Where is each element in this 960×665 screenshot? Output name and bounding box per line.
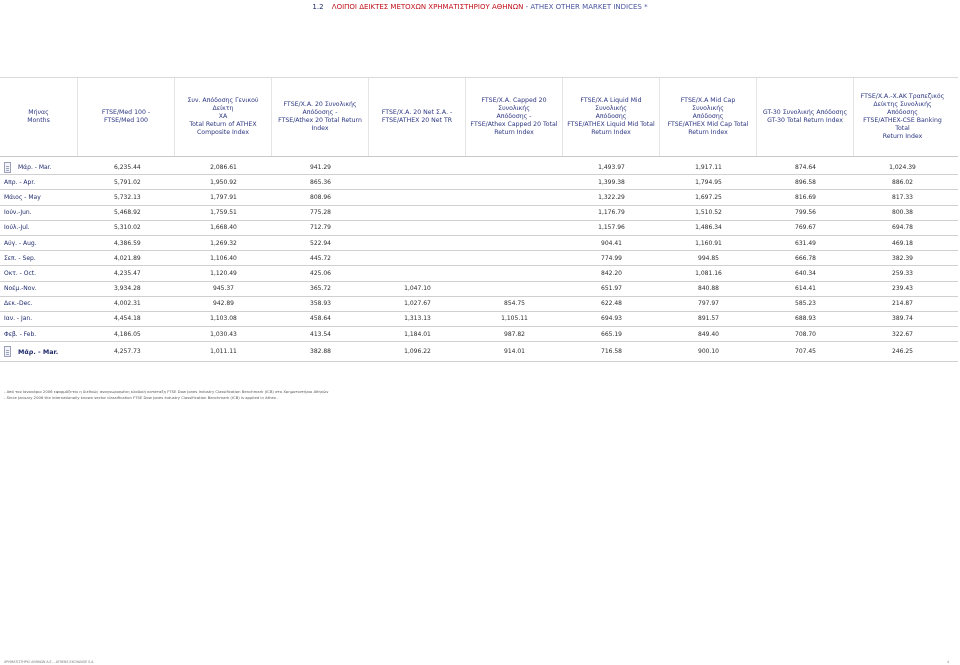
value-cell: 994.85 (698, 254, 719, 262)
value-cell: 389.74 (892, 315, 913, 323)
value-cell: 5,468.92 (114, 209, 141, 217)
value-cell: 1,917.11 (695, 163, 722, 171)
value-cell: 941.29 (310, 163, 331, 171)
value-cell: 666.78 (795, 254, 816, 262)
column-header-line: FTSE/ATHEX Mid Cap Total (667, 121, 749, 128)
value-cell: 808.96 (310, 193, 331, 201)
month-label: Ιούν.-Jun. (4, 209, 32, 217)
column-header (0, 78, 78, 156)
column-header-line: FTSE/ATHEX Liquid Mid Total (567, 121, 655, 128)
value-cell: 4,002.31 (114, 300, 141, 308)
indices-table (0, 160, 958, 362)
column-header-line: Απόδοσης (692, 113, 724, 120)
value-cell: 239.43 (892, 285, 913, 293)
value-cell: 1,950.92 (210, 178, 237, 186)
table-row (0, 160, 958, 175)
value-cell: 631.49 (795, 239, 816, 247)
value-cell: 5,310.02 (114, 224, 141, 232)
column-header-line: FTSE/Athex Capped 20 Total (470, 121, 558, 128)
value-cell: 712.79 (310, 224, 331, 232)
value-cell: 1,103.08 (210, 315, 237, 323)
value-cell: 382.39 (892, 254, 913, 262)
month-cell (0, 162, 78, 173)
value-cell: 1,759.51 (210, 209, 237, 217)
month-cell (0, 255, 78, 262)
table-header (0, 77, 958, 157)
month-cell (0, 285, 78, 292)
month-cell (0, 179, 78, 186)
month-label: Ιαν. - Jan. (4, 315, 33, 323)
value-cell: 1,081.16 (695, 269, 722, 277)
value-cell: 886.02 (892, 178, 913, 186)
column-header-line: Months (27, 117, 50, 124)
column-header-line: FTSE/Χ.Α Liquid Mid Συνολικής (580, 97, 642, 112)
value-cell: 1,011.11 (210, 348, 237, 356)
table-row (0, 251, 958, 266)
value-cell: 800.38 (892, 209, 913, 217)
value-cell: 865.36 (310, 178, 331, 186)
column-header (660, 78, 757, 156)
value-cell: 1,794.95 (695, 178, 722, 186)
section-number: 1.2 (312, 3, 324, 11)
value-cell: 987.82 (504, 330, 525, 338)
month-label: Μάρ. - Mar. (18, 163, 52, 171)
footnote-english: - Since January 2006 the internationally known sector classification FTSE Dow Jones Industry Classification Benchmark (ICB) is applied in Athex . (4, 395, 279, 400)
column-header-line: Συν. Απόδοσης Γενικού Δείκτη (187, 97, 259, 112)
value-cell: 840.88 (698, 285, 719, 293)
column-header-line: Απόδοσης (595, 113, 627, 120)
value-cell: 522.94 (310, 239, 331, 247)
table-row (0, 206, 958, 221)
page-title (0, 3, 960, 11)
month-label: Αύγ. - Aug. (4, 239, 37, 247)
month-label: Νοέμ.-Nov. (4, 285, 37, 293)
month-label: Οκτ. - Oct. (4, 269, 37, 277)
month-label: Φεβ. - Feb. (4, 330, 37, 338)
value-cell: 4,454.18 (114, 315, 141, 323)
column-header-line: GT-30 Συνολικής Απόδοσης (762, 109, 848, 116)
month-cell (0, 270, 78, 277)
value-cell: 774.99 (601, 254, 622, 262)
value-cell: 874.64 (795, 163, 816, 171)
table-row (0, 327, 958, 342)
value-cell: 1,157.96 (598, 224, 625, 232)
month-label: Μάιος - May (4, 193, 41, 201)
value-cell: 1,160.91 (695, 239, 722, 247)
table-row (0, 312, 958, 327)
month-label: Μάρ. - Mar. (18, 347, 59, 356)
month-cell (0, 209, 78, 216)
column-header-line: Δείκτης Συνολικής Απόδοσης (873, 101, 932, 116)
value-cell: 708.70 (795, 330, 816, 338)
table-row (0, 282, 958, 297)
value-cell: 797.97 (698, 300, 719, 308)
month-label: Απρ. - Apr. (4, 178, 36, 186)
value-cell: 413.54 (310, 330, 331, 338)
value-cell: 769.67 (795, 224, 816, 232)
column-header (563, 78, 660, 156)
value-cell: 775.28 (310, 209, 331, 217)
month-cell (0, 315, 78, 322)
value-cell: 445.72 (310, 254, 331, 262)
value-cell: 1,510.52 (695, 209, 722, 217)
value-cell: 854.75 (504, 300, 525, 308)
column-header-line: Απόδοσης - (496, 113, 532, 120)
value-cell: 622.48 (601, 300, 622, 308)
value-cell: 1,120.49 (210, 269, 237, 277)
value-cell: 816.69 (795, 193, 816, 201)
month-cell (0, 240, 78, 247)
value-cell: 1,697.25 (695, 193, 722, 201)
column-header-line: FTSE/Χ.Α. Capped 20 Συνολικής (481, 97, 547, 112)
value-cell: 688.93 (795, 315, 816, 323)
column-header (369, 78, 466, 156)
footnotes (4, 389, 328, 401)
column-header (466, 78, 563, 156)
value-cell: 6,235.44 (114, 163, 141, 171)
value-cell: 246.25 (892, 348, 913, 356)
value-cell: 382.88 (310, 348, 331, 356)
value-cell: 4,021.89 (114, 254, 141, 262)
month-label: Δεκ.-Dec. (4, 300, 33, 308)
value-cell: 1,399.38 (598, 178, 625, 186)
value-cell: 1,027.67 (404, 300, 431, 308)
column-header-line: Return Index (591, 129, 631, 136)
value-cell: 2,086.61 (210, 163, 237, 171)
column-header-line: FTSE/Χ.Α. 20 Net Σ.Α. - (381, 109, 453, 116)
value-cell: 900.10 (698, 348, 719, 356)
value-cell: 896.58 (795, 178, 816, 186)
value-cell: 322.67 (892, 330, 913, 338)
table-row (0, 342, 958, 362)
column-header-line: Composite Index (196, 129, 250, 136)
month-label: Ιούλ.-Jul. (4, 224, 30, 232)
value-cell: 365.72 (310, 285, 331, 293)
column-header (175, 78, 272, 156)
table-row (0, 175, 958, 190)
document-icon (4, 162, 11, 173)
column-header-line: FTSE/Χ.Α.-Χ.ΑΚ Τραπεζικός (860, 93, 945, 100)
table-row (0, 190, 958, 205)
value-cell: 1,668.40 (210, 224, 237, 232)
month-label: Σεπ. - Sep. (4, 254, 36, 262)
value-cell: 1,106.40 (210, 254, 237, 262)
value-cell: 1,493.97 (598, 163, 625, 171)
value-cell: 842.20 (601, 269, 622, 277)
value-cell: 707.45 (795, 348, 816, 356)
value-cell: 694.93 (601, 315, 622, 323)
value-cell: 914.01 (504, 348, 525, 356)
value-cell: 1,024.39 (889, 163, 916, 171)
column-header-line: Απόδοσης - (302, 109, 338, 116)
title-greek: ΛΟΙΠΟΙ ΔΕΙΚΤΕΣ ΜΕΤΟΧΩΝ ΧΡΗΜΑΤΙΣΤΗΡΙΟΥ ΑΘΗΝΩΝ (331, 3, 524, 11)
value-cell: 694.78 (892, 224, 913, 232)
column-header-line: FTSE/Χ.Α Mid Cap Συνολικής (680, 97, 736, 112)
table-row (0, 236, 958, 251)
value-cell: 891.57 (698, 315, 719, 323)
column-header (78, 78, 175, 156)
month-cell (0, 331, 78, 338)
value-cell: 4,186.05 (114, 330, 141, 338)
value-cell: 4,257.73 (114, 348, 141, 356)
value-cell: 5,732.13 (114, 193, 141, 201)
table-row (0, 266, 958, 281)
column-header-line: Return Index (882, 133, 923, 140)
value-cell: 1,313.13 (404, 315, 431, 323)
column-header-line: Total Return of ATHEX (189, 121, 257, 128)
value-cell: 4,235.47 (114, 269, 141, 277)
value-cell: 849.40 (698, 330, 719, 338)
column-header-line: Return Index (688, 129, 728, 136)
value-cell: 904.41 (601, 239, 622, 247)
value-cell: 817.33 (892, 193, 913, 201)
column-header-line: Index (311, 125, 329, 132)
value-cell: 259.33 (892, 269, 913, 277)
column-header-line: ΧΑ (218, 113, 228, 120)
value-cell: 425.06 (310, 269, 331, 277)
month-cell (0, 346, 78, 357)
value-cell: 214.87 (892, 300, 913, 308)
column-header-line: Μήνας (28, 109, 49, 116)
value-cell: 5,791.02 (114, 178, 141, 186)
column-header-line: FTSE/ATHEX-CSE Banking Total (863, 117, 942, 132)
value-cell: 458.64 (310, 315, 331, 323)
column-header-line: FTSE/Med 100 - (101, 109, 151, 116)
value-cell: 1,030.43 (210, 330, 237, 338)
month-cell (0, 194, 78, 201)
value-cell: 1,096.22 (404, 348, 431, 356)
title-english: - ATHEX OTHER MARKET INDICES * (525, 3, 648, 11)
value-cell: 3,934.28 (114, 285, 141, 293)
footer-publisher: ΧΡΗΜΑΤΙΣΤΗΡΙΟ ΑΘΗΝΩΝ Α.Ε. - ATHENS EXCHANGE S.A. (4, 660, 95, 664)
footnote-greek: - Από τον Ιανουάριο 2006 εφαρμόζεται η διεθνώς αναγνωρισμένη κλαδική κατάταξη FTSE Dow Jones Industry Classification Benchmark (ICB) στο Χρηματιστήριο Αθηνών (4, 389, 329, 394)
month-cell (0, 300, 78, 307)
value-cell: 614.41 (795, 285, 816, 293)
table-row (0, 297, 958, 312)
value-cell: 799.56 (795, 209, 816, 217)
value-cell: 665.19 (601, 330, 622, 338)
value-cell: 585.23 (795, 300, 816, 308)
column-header (272, 78, 369, 156)
table-row (0, 221, 958, 236)
value-cell: 716.58 (601, 348, 622, 356)
column-header-line: FTSE/ATHEX 20 Net TR (381, 117, 453, 124)
column-header-line: Return Index (494, 129, 534, 136)
month-cell (0, 224, 78, 231)
value-cell: 1,322.29 (598, 193, 625, 201)
value-cell: 4,386.59 (114, 239, 141, 247)
column-header-line: FTSE/Χ.Α. 20 Συνολικής (283, 101, 357, 108)
value-cell: 1,184.01 (404, 330, 431, 338)
value-cell: 640.34 (795, 269, 816, 277)
document-icon (4, 346, 11, 357)
column-header (854, 78, 951, 156)
value-cell: 1,797.91 (210, 193, 237, 201)
page-number: 4 (947, 660, 950, 664)
column-header-line: GT-30 Total Return Index (767, 117, 843, 124)
value-cell: 1,176.79 (598, 209, 625, 217)
value-cell: 1,269.32 (210, 239, 237, 247)
value-cell: 358.93 (310, 300, 331, 308)
value-cell: 469.18 (892, 239, 913, 247)
value-cell: 1,486.34 (695, 224, 722, 232)
value-cell: 945.37 (213, 285, 234, 293)
column-header-line: FTSE/Med 100 (103, 117, 148, 124)
value-cell: 1,047.10 (404, 285, 431, 293)
column-header (757, 78, 854, 156)
column-header-line: FTSE/Athex 20 Total Return (278, 117, 362, 124)
value-cell: 651.97 (601, 285, 622, 293)
value-cell: 1,105.11 (501, 315, 528, 323)
value-cell: 942.89 (213, 300, 234, 308)
